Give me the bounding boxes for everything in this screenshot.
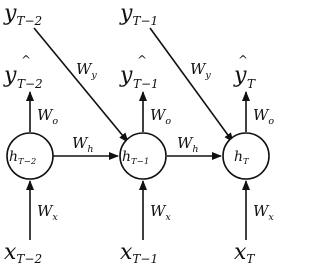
wx-label-1: $W_x$ [37, 202, 58, 223]
output-y-hat-t [233, 53, 256, 91]
svg-text:T: T [247, 77, 256, 91]
wh-label-1: $W_h$ [72, 134, 94, 155]
wo-label-2: $W_o$ [150, 106, 172, 127]
svg-text:T−2: T−2 [17, 77, 43, 91]
teacher-forcing-arrow-2 [150, 28, 233, 142]
hidden-node-t-minus-1 [120, 133, 166, 179]
hidden-node-t [223, 133, 269, 179]
input-x-t-minus-2: xT−2 [4, 240, 43, 266]
svg-text:y: y [120, 63, 133, 88]
input-x-t-minus-1: xT−1 [120, 240, 159, 266]
input-x-t: xT [234, 240, 255, 266]
output-y-hat-t-minus-1 [119, 53, 159, 91]
output-y-hat-t-minus-2 [3, 53, 43, 91]
svg-text:^: ^ [238, 53, 249, 67]
svg-text:y: y [4, 63, 17, 88]
wo-label-3: $W_o$ [253, 106, 275, 127]
wy-label-2: $W_y$ [190, 60, 211, 81]
svg-text:^: ^ [21, 53, 32, 67]
wx-label-3: $W_x$ [253, 202, 274, 223]
hidden-node-t-minus-2 [7, 133, 53, 179]
svg-text:T−1: T−1 [133, 77, 159, 91]
top-label-y-t-minus-1: $y_{T-1}$ [120, 1, 159, 28]
wy-label-1: $W_y$ [76, 60, 97, 81]
teacher-forcing-arrow-1 [34, 28, 128, 142]
wx-label-2: $W_x$ [150, 202, 171, 223]
wo-label-1: $W_o$ [37, 106, 59, 127]
svg-text:^: ^ [137, 53, 148, 67]
svg-text:hT: $h_T$ [234, 149, 249, 167]
svg-text:hT−2: $h_{T-2}$ [9, 149, 37, 167]
svg-text:y: y [234, 63, 247, 88]
top-label-y-t-minus-2: $y_{T-2}$ [4, 1, 43, 28]
svg-text:hT−1: $h_{T-1}$ [122, 149, 150, 167]
wh-label-2: $W_h$ [177, 134, 199, 155]
